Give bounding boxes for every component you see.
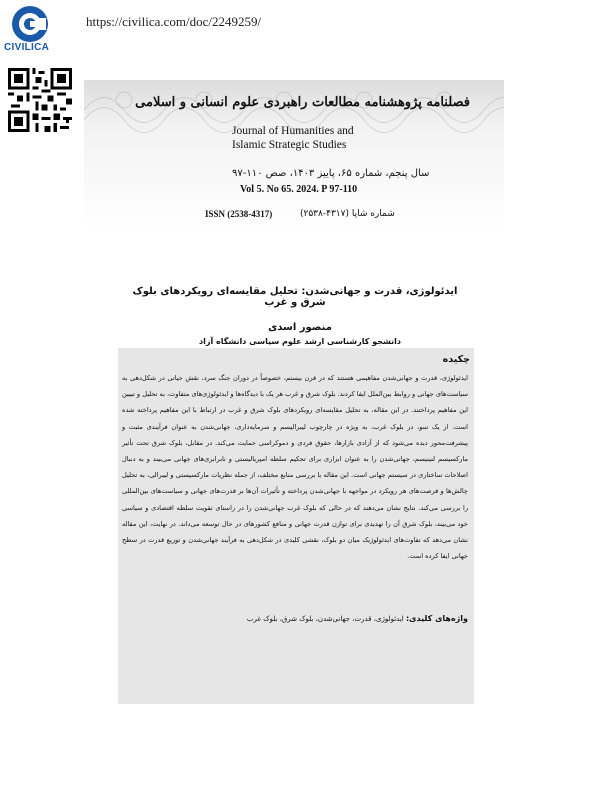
issn-print: ISSN (2538-4317) [205,209,273,219]
keywords [122,614,468,623]
journal-english-title-line1: Journal of Humanities and [232,125,354,137]
author-affiliation: دانشجو کارشناسی ارشد علوم سیاسی دانشگاه آزاد [199,337,401,346]
logo-text: CIVILICA [4,42,50,53]
keywords-list: ایدئولوژی، قدرت، جهانی‌شدن، بلوک شرق، بلوک غرب [246,615,404,623]
issn-persian: شماره شاپا (۴۳۱۷-۲۵۳۸) [300,209,395,219]
journal-persian-title: فصلنامه پژوهشنامه مطالعات راهبردی علوم انسانی و اسلامی [135,95,470,110]
abstract-heading: چکیده [442,354,470,365]
qr-code-icon [8,68,72,132]
article-title: ایدئولوژی، قدرت و جهانی‌شدن: تحلیل مقایسه‌ای رویکردهای بلوک شرق و غرب [132,286,458,308]
document-url[interactable]: https://civilica.com/doc/2249259/ [86,14,262,29]
volume-english: Vol 5. No 65. 2024. P 97-110 [240,184,358,195]
abstract-text: ایدئولوژی، قدرت و جهانی‌شدن مفاهیمی هستند که در قرن بیستم، خصوصاً در دوران جنگ سرد، نقش حیاتی در شکل‌دهی به سیاست‌های جهانی و روابط بین‌الملل ایفا کردند. بلوک شرق و غرب هر یک با دیدگاه‌ها و ایدئولوژی‌های متفاوت، به تحلیل و تبیین این مفاهیم پرداختند. در این مقاله، به تحلیل مقایسه‌ای رویکردهای بلوک شرق و غرب در ارتباط با این مفاهیم پرداخته شده است. از یک سو، در بلوک غرب، به ویژه در چارچوب لیبرالیسم و سرمایه‌داری، جهانی‌شدن به عنوان فرآیندی مثبت و پیشرفت‌محور دیده می‌شود که از آزادی بازارها، حقوق فردی و دموکراسی حمایت می‌کند. در مقابل، بلوک شرق تحت تأثیر مارکسیسم لنینیسم، جهانی‌شدن را به عنوان ابزاری برای تحکیم سلطه امپریالیستی و نابرابری‌های جهانی می‌بیند و به دنبال اصلاحات ساختاری در سیستم جهانی است. این مقاله با بررسی منابع مختلف، از جمله نظریات مارکسیستی و لیبرالی، به تحلیل چالش‌ها و فرصت‌های هر رویکرد در مواجهه با جهانی‌شدن پرداخته و تأثیرات آن‌ها بر قدرت‌های جهانی و سیاست‌های بین‌المللی را بررسی می‌کند. نتایج نشان می‌دهند که در حالی که بلوک غرب جهانی‌شدن را در راستای تقویت سلطه اقتصادی و سیاسی خود می‌بیند، بلوک شرق آن را تهدیدی برای توازن قدرت جهانی و منافع کشورهای در حال توسعه می‌داند. در نهایت، این مقاله نشان می‌دهد که تفاوت‌های ایدئولوژیک میان دو بلوک، نقشی کلیدی در شکل‌دهی به فرآیند جهانی‌شدن و توزیع قدرت در سطح جهانی ایفا کرده است. [122,374,468,561]
journal-english-title [232,124,354,152]
volume-persian: سال پنجم، شماره ۶۵، پاییز ۱۴۰۳، صص ۱۱۰-۹۷ [232,168,430,179]
journal-english-title-line2: Islamic Strategic Studies [232,139,347,151]
author-name: منصور اسدی [268,322,332,333]
keywords-label: واژه‌های کلیدی: [405,614,468,623]
